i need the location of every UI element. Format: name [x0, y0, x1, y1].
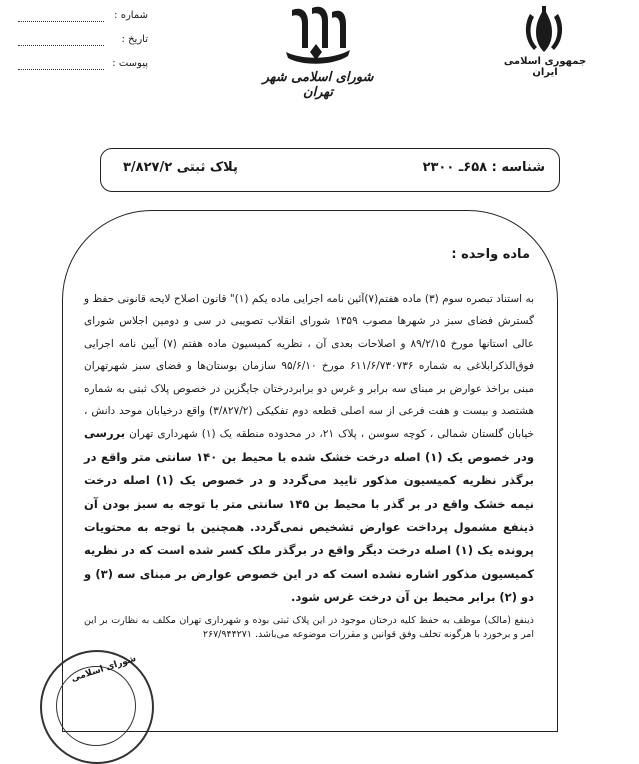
- date-label: تاریخ :: [121, 34, 148, 45]
- body-paragraph-1-bold: بررسی ودر خصوص یک (۱) اصله درخت خشک شده با محیط بن ۱۴۰ سانتی متر واقع در برگذر نظریه کمیسیون مذکور تایید می‌گردد و در خصوص یک (۱) اصله درخت نیمه خشک واقع در بر گذر با محیط بن ۱۴۵ سانتی متر با توجه به سبز بودن آن ذینفع مشمول پرداخت عوارض تشخیص نمی‌گردد. همچنین با توجه به محتویات پرونده یک (۱) اصله درخت دیگر واقع در برگذر ملک کسر شده است که در نظریه کمیسیون مذکور اشاره نشده است که در این خصوص عوارض بر مبنای سه (۳) و دو (۲) برابر محیط بن آن درخت غرس شود.: [84, 426, 534, 605]
- registration-plate: پلاک ثبتی ۳/۸۲۷/۲: [123, 160, 238, 175]
- document-id-box: [100, 148, 560, 192]
- document-id: شناسه : ۶۵۸ـ ۲۳۰۰: [422, 160, 545, 175]
- attachment-field: [18, 58, 148, 74]
- iran-emblem-icon: [522, 6, 566, 54]
- number-line: [18, 21, 104, 22]
- body-paragraph-2: ذینفع (مالک) موظف به حفظ کلیه درختان موجود در این پلاک ثبتی بوده و شهرداری تهران مکلف به نظارت بر این امر و برخورد با هرگونه تخلف وفق قوانین و مقررات موضوعه می‌باشد. ۲۶۷/۹۴۴۲۷۱: [84, 614, 534, 640]
- council-name: شورای اسلامی شهر تهران: [262, 70, 374, 100]
- seal-text: شورای اسلامی: [70, 653, 138, 685]
- body-paragraph-1: به استناد تبصره سوم (۳) ماده هفتم(۷)آئین نامه اجرایی ماده یکم (۱)" قانون اصلاح لایحه قانونی حفظ و گسترش فضای سبز در شهرها مصوب ۱۳۵۹ شورای انقلاب تصویبی در سی و دومین اجلاس شورای عالی استانها مورخ ۸۹/۲/۱۵ و اصلاحات بعدی آن ، نظریه کمیسیون ماده هفتم (۷) آیین نامه اجرایی فوق‌الذکرابلاغی به شماره ۶۱۱/۶/۷۳۰۷۳۶ مورخ ۹۵/۶/۱۰ سازمان بوستان‌ها و فضای سبز شهرتهران مبنی براخذ عوارض بر مبنای سه برابر و غرس دو برابردرختان جایگزین در خصوص پلاک ثبتی به شماره هشتصد و بیست و هفت فرعی از سه اصلی قطعه دوم تفکیکی (۳/۸۲۷/۲) واقع درخیابان موحد دانش ، خیابان گلستان شمالی ، کوچه سوسن ، پلاک ۲۱، در محدوده منطقه یک (۱) شهرداری تهران: [84, 293, 534, 441]
- date-field: [18, 34, 148, 50]
- date-line: [18, 45, 104, 46]
- number-field: [18, 10, 148, 26]
- article-heading: ماده واحده :: [451, 247, 530, 262]
- attachment-line: [18, 69, 104, 70]
- council-seal-inner-ring: [56, 666, 136, 746]
- number-label: شماره :: [114, 10, 148, 21]
- resolution-body: [84, 288, 534, 642]
- attachment-label: پیوست :: [112, 58, 148, 69]
- council-logo-icon: [272, 4, 362, 68]
- emblem-caption: جمهوری اسلامی ایران: [503, 56, 587, 78]
